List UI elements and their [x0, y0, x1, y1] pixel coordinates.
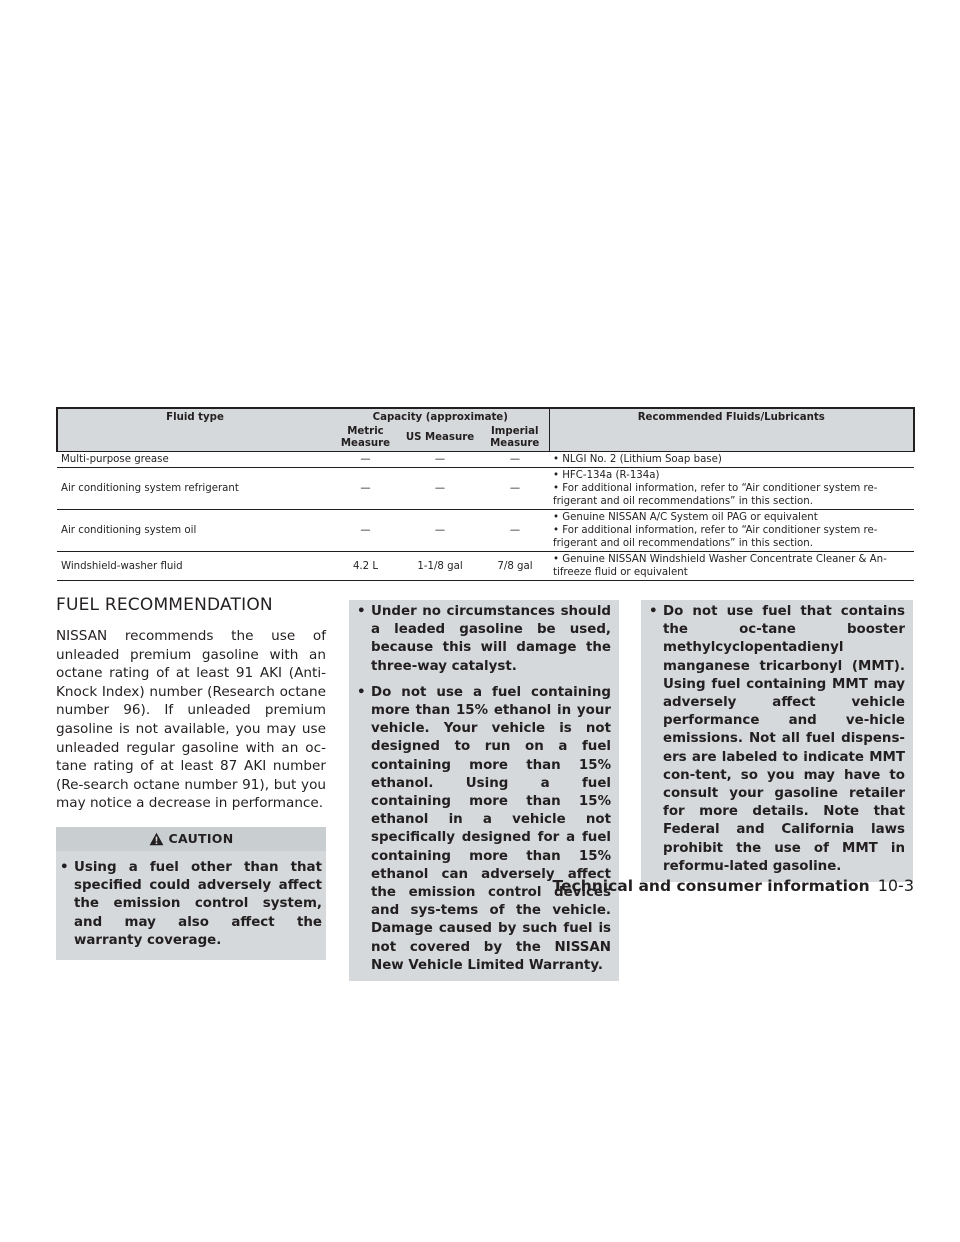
caution-header	[56, 827, 326, 851]
caution-continued-column-right	[641, 600, 913, 882]
caution-continued-column	[349, 600, 619, 981]
header-imperial: Imperial Measure	[481, 426, 549, 452]
caution-box	[56, 827, 326, 960]
header-us: US Measure	[405, 432, 475, 443]
caution-continued-box	[641, 600, 913, 882]
recommended-line: • For additional information, refer to “Air conditioner system re-frigerant and oil recommendations” in this section.	[553, 483, 878, 507]
imperial-value: —	[481, 468, 549, 510]
metric-value: 4.2 L	[332, 552, 399, 581]
recommended-line: • NLGI No. 2 (Lithium Soap base)	[553, 454, 722, 465]
metric-value: —	[332, 468, 399, 510]
us-value: 1-1/8 gal	[399, 552, 481, 581]
recommended-cell	[549, 452, 914, 468]
us-value: —	[399, 452, 481, 468]
fluid-capacity-table	[56, 407, 915, 581]
imperial-value: —	[481, 510, 549, 552]
page-footer	[553, 876, 915, 895]
footer-section-title: Technical and consumer information	[552, 877, 870, 895]
caution-bullet-text: Under no circumstances should a leaded gasoline be used, because this will damage the three-way catalyst.	[371, 604, 611, 674]
caution-bullet: • Do not use a fuel containing more than 15% ethanol in your vehicle. Your vehicle is not designed to run on a fuel containing more than 15% ethanol. Using a fuel containing more than 15% ethanol in a vehicle not specifically designed for a fuel containing more than 15% ethanol can adversely affect the emission control devices and sys-tems of the vehicle. Damage caused by such fuel is not covered by the NISSAN New Vehicle Limited Warranty.	[353, 684, 615, 975]
caution-bullet-text: Do not use a fuel containing more than 15% ethanol in your vehicle. Your vehicle is not designed to run on a fuel containing more than 15% ethanol. Using a fuel containing more than 15% ethanol in a vehicle not specifically designed for a fuel containing more than 15% ethanol can adversely affect the emission control devices and sys-tems of the vehicle. Damage caused by such fuel is not covered by the NISSAN New Vehicle Limited Warranty.	[371, 684, 611, 973]
recommended-line: • HFC-134a (R-134a)	[553, 470, 660, 481]
table-row	[57, 468, 914, 510]
page-number: 10-3	[877, 876, 914, 895]
header-capacity: Capacity (approximate)	[332, 408, 549, 426]
imperial-value: —	[481, 452, 549, 468]
header-metric: Metric Measure	[340, 426, 391, 449]
fuel-recommendation-column	[56, 595, 326, 960]
fuel-body-text: NISSAN recommends the use of unleaded premium gasoline with an octane rating of at least 91 AKI (Anti-Knock Index) number (Research octane number 96). If unleaded premium gasoline is not available, you may use unleaded regular gasoline with an oc-tane rating of at least 87 AKI number (Re-search octane number 91), but you may notice a decrease in performance.	[56, 628, 326, 812]
recommended-line: • Genuine NISSAN Windshield Washer Concentrate Cleaner & An-tifreeze fluid or equivalent	[553, 554, 887, 578]
table-header	[57, 408, 914, 452]
table-row	[57, 552, 914, 581]
table-row	[57, 510, 914, 552]
recommended-line: • For additional information, refer to “Air conditioner system re-frigerant and oil recommendations” in this section.	[553, 525, 878, 549]
section-title: FUEL RECOMMENDATION	[56, 595, 273, 615]
us-value: —	[399, 468, 481, 510]
header-fluid-type: Fluid type	[57, 408, 332, 452]
fluid-name: Air conditioning system refrigerant	[57, 468, 332, 510]
fluid-name: Windshield-washer fluid	[57, 552, 332, 581]
recommended-cell	[549, 510, 914, 552]
caution-continued-box	[349, 600, 619, 981]
recommended-cell	[549, 468, 914, 510]
caution-bullet-text: Do not use fuel that contains the oc-tane booster methylcyclopentadienyl manganese tricarbonyl (MMT). Using fuel containing MMT may adversely affect vehicle performance and ve-hicle emissions. Not all fuel dispens-ers are labeled to indicate MMT con-tent, so you may have to consult your gasoline retailer for more details. Note that Federal and California laws prohibit the use of MMT in reformu-lated gasoline.	[663, 604, 905, 874]
fluid-name: Multi-purpose grease	[57, 452, 332, 468]
table-row	[57, 452, 914, 468]
caution-bullet: • Under no circumstances should a leaded gasoline be used, because this will damage the three-way catalyst.	[353, 603, 615, 676]
us-value: —	[399, 510, 481, 552]
metric-value: —	[332, 510, 399, 552]
caution-label: CAUTION	[168, 831, 234, 847]
imperial-value: 7/8 gal	[481, 552, 549, 581]
recommended-line: • Genuine NISSAN A/C System oil PAG or equivalent	[553, 512, 818, 523]
fluid-name: Air conditioning system oil	[57, 510, 332, 552]
caution-bullet-text: Using a fuel other than that specified could adversely affect the emission control system, and may also affect the warranty coverage.	[74, 859, 322, 948]
caution-bullet: • Using a fuel other than that specified could adversely affect the emission control system, and may also affect the warranty coverage.	[56, 851, 326, 950]
header-recommended: Recommended Fluids/Lubricants	[549, 408, 914, 452]
warning-triangle-icon	[149, 832, 164, 846]
caution-bullet: • Do not use fuel that contains the oc-tane booster methylcyclopentadienyl manganese tricarbonyl (MMT). Using fuel containing MMT may adversely affect vehicle performance and ve-hicle emissions. Not all fuel dispens-ers are labeled to indicate MMT con-tent, so you may have to consult your gasoline retailer for more details. Note that Federal and California laws prohibit the use of MMT in reformu-lated gasoline.	[645, 603, 909, 876]
recommended-cell	[549, 552, 914, 581]
metric-value: —	[332, 452, 399, 468]
